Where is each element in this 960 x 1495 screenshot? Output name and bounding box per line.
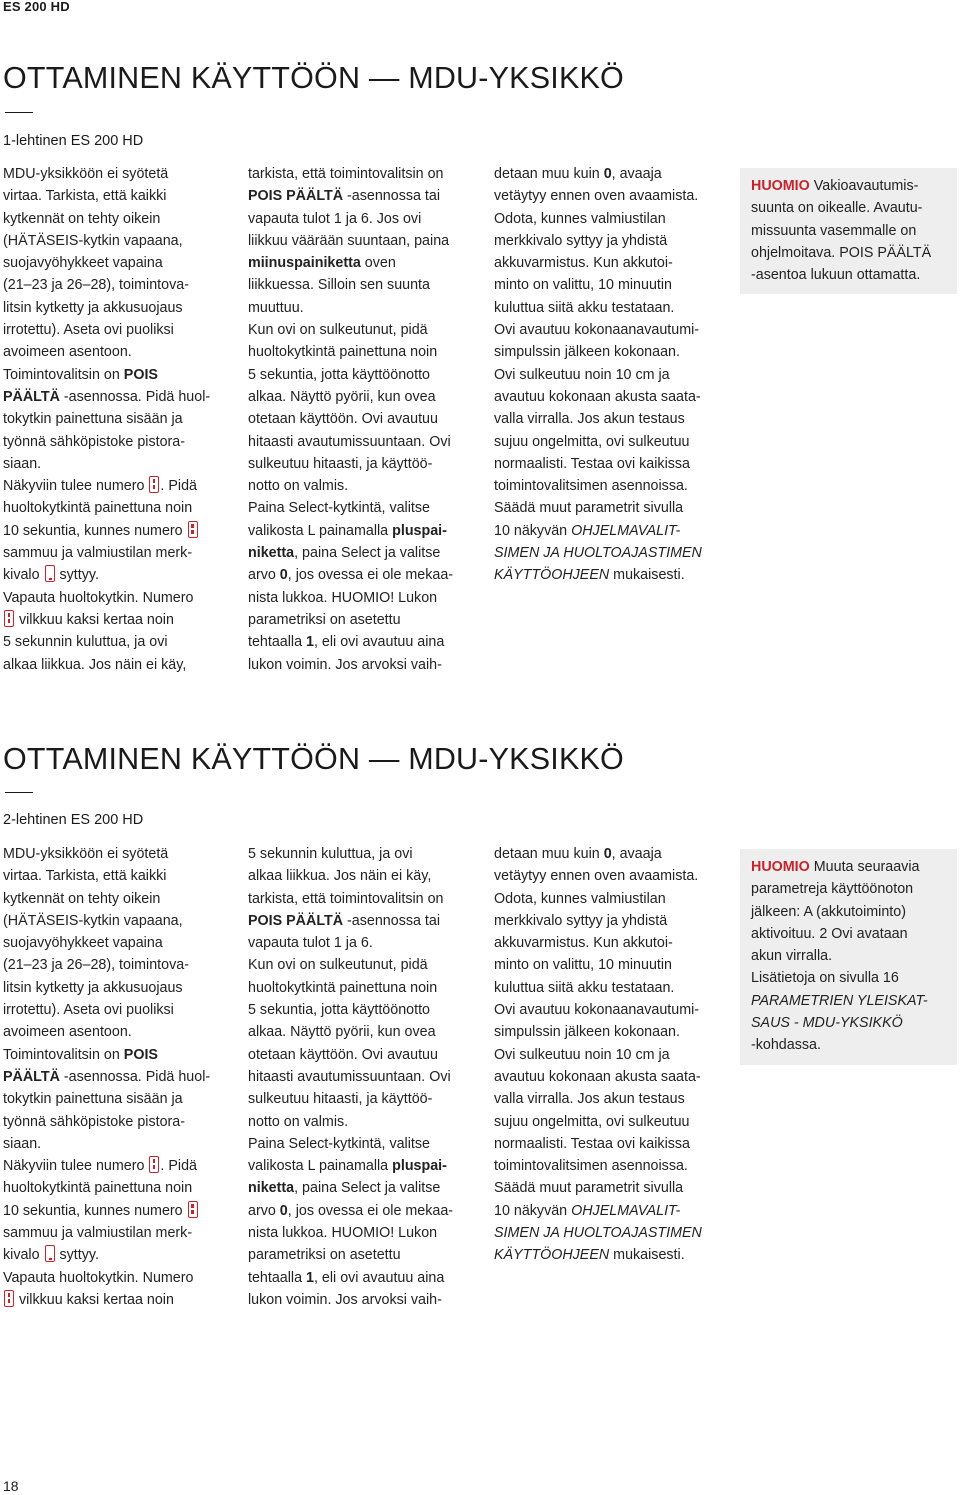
text-line: kytkennät on tehty oikein: [3, 890, 161, 907]
text-line: Paina Select-kytkintä, valitse: [248, 500, 430, 517]
text-column-1: [3, 163, 239, 676]
display-blank-icon: [45, 1245, 55, 1262]
text-line: hitaasti avautumissuuntaan. Ovi: [248, 1068, 451, 1085]
text-line: siaan.: [3, 455, 42, 472]
text-line: litsin kytketty ja akkusuojaus: [3, 979, 183, 996]
text-line: siaan.: [3, 1135, 42, 1152]
text-line: notto on valmis.: [248, 1113, 349, 1130]
text-column-2: [248, 843, 484, 1311]
note-line: akun virralla.: [751, 948, 833, 965]
text-line: 5 sekunnin kuluttua, ja ovi: [248, 846, 413, 862]
text-line: Vapauta huoltokytkin. Numero: [3, 589, 194, 606]
text-line: Ovi avautuu kokonaanavautumi-: [494, 1002, 700, 1019]
text-line: otetaan käyttöön. Ovi avautuu: [248, 411, 438, 428]
note-line: PARAMETRIEN YLEISKAT-: [751, 992, 928, 1009]
text-line: sammuu ja valmiustilan merk-: [3, 545, 193, 562]
display-8-icon: [149, 476, 159, 493]
text-line: työnnä sähköpistoke pistora-: [3, 433, 185, 450]
text-line: Näkyviin tulee numero . Pidä: [3, 478, 197, 495]
text-line: huoltokytkintä painettuna noin: [248, 344, 438, 361]
text-line: KÄYTTÖOHJEEN mukaisesti.: [494, 1247, 685, 1264]
text-line: Odota, kunnes valmiustilan: [494, 210, 666, 227]
text-line: kivalo syttyy.: [3, 1247, 99, 1264]
text-line: Vapauta huoltokytkin. Numero: [3, 1269, 194, 1286]
note-label: HUOMIO: [751, 178, 810, 194]
note-line: HUOMIO Muuta seuraavia: [751, 859, 920, 875]
text-line: arvo 0, jos ovessa ei ole mekaa-: [248, 1202, 454, 1219]
text-line: MDU-yksikköön ei syötetä: [3, 846, 169, 862]
text-line: 5 sekunnin kuluttua, ja ovi: [3, 634, 168, 651]
display-blank-icon: [45, 565, 55, 582]
text-column-2: [248, 163, 484, 676]
text-line: akkuvarmistus. Kun akkutoi-: [494, 255, 673, 272]
text-line: tokytkin painettuna sisään ja: [3, 411, 183, 428]
text-line: tehtaalla 1, eli ovi avautuu aina: [248, 634, 445, 651]
note-line: ohjelmoitava. POIS PÄÄLTÄ: [751, 244, 932, 261]
text-line: lukon voimin. Jos arvoksi vaih-: [248, 656, 442, 673]
display-8-icon: [188, 1201, 198, 1218]
text-line: työnnä sähköpistoke pistora-: [3, 1113, 185, 1130]
text-line: huoltokytkintä painettuna noin: [3, 1180, 193, 1197]
text-line: sujuu ongelmitta, ovi sulkeutuu: [494, 1113, 690, 1130]
note-line: -asentoa lukuun ottamatta.: [751, 267, 921, 284]
note-line: Lisätietoja on sivulla 16: [751, 970, 899, 987]
text-line: POIS PÄÄLTÄ -asennossa tai: [248, 912, 441, 929]
text-line: Paina Select-kytkintä, valitse: [248, 1135, 430, 1152]
text-line: 10 sekuntia, kunnes numero: [3, 520, 239, 542]
note-line: missuunta vasemmalle on: [751, 222, 917, 239]
text-line: alkaa. Näyttö pyörii, kun ovea: [248, 388, 436, 405]
text-line: kuluttua siitä akku testataan.: [494, 979, 675, 996]
text-line: suojavyöhykkeet vapaina: [3, 255, 163, 272]
text-line: PÄÄLTÄ -asennossa. Pidä huol-: [3, 1068, 211, 1085]
text-line: kytkennät on tehty oikein: [3, 210, 161, 227]
text-line: (HÄTÄSEIS-kytkin vapaana,: [3, 232, 183, 249]
text-line: (HÄTÄSEIS-kytkin vapaana,: [3, 912, 183, 929]
text-line: nista lukkoa. HUOMIO! Lukon: [248, 589, 438, 606]
display-8-icon: [4, 610, 14, 627]
text-line: POIS PÄÄLTÄ -asennossa tai: [248, 188, 441, 205]
text-line: (21–23 ja 26–28), toimintova-: [3, 277, 189, 294]
note-line: aktivoituu. 2 Ovi avataan: [751, 925, 908, 942]
text-line: vetäytyy ennen oven avaamista.: [494, 188, 699, 205]
text-line: otetaan käyttöön. Ovi avautuu: [248, 1046, 438, 1063]
text-line: suojavyöhykkeet vapaina: [3, 935, 163, 952]
text-line: PÄÄLTÄ -asennossa. Pidä huol-: [3, 388, 211, 405]
text-line: Kun ovi on sulkeutunut, pidä: [248, 957, 428, 974]
text-line: litsin kytketty ja akkusuojaus: [3, 299, 183, 316]
text-line: notto on valmis.: [248, 478, 349, 495]
text-line: huoltokytkintä painettuna noin: [3, 500, 193, 517]
text-line: vilkkuu kaksi kertaa noin: [3, 1289, 239, 1311]
text-line: liikkuu väärään suuntaan, paina: [248, 232, 450, 249]
text-line: Toimintovalitsin on POIS: [3, 366, 158, 383]
text-line: tehtaalla 1, eli ovi avautuu aina: [248, 1269, 445, 1286]
text-line: miinuspainiketta oven: [248, 255, 396, 272]
text-line: valikosta L painamalla pluspai-: [248, 1158, 447, 1175]
text-line: vapauta tulot 1 ja 6. Jos ovi: [248, 210, 422, 227]
text-line: kivalo syttyy.: [3, 567, 99, 584]
text-line: sujuu ongelmitta, ovi sulkeutuu: [494, 433, 690, 450]
text-line: simpulssin jälkeen kokonaan.: [494, 344, 680, 361]
display-8-icon: [188, 521, 198, 538]
note-box: [740, 849, 957, 1065]
text-line: tokytkin painettuna sisään ja: [3, 1091, 183, 1108]
text-line: irrotettu). Aseta ovi puoliksi: [3, 1002, 174, 1019]
text-line: Ovi sulkeutuu noin 10 cm ja: [494, 1046, 670, 1063]
text-line: minto on valittu, 10 minuutin: [494, 277, 673, 294]
text-line: kuluttua siitä akku testataan.: [494, 299, 675, 316]
text-line: alkaa liikkua. Jos näin ei käy,: [248, 868, 432, 885]
text-line: alkaa. Näyttö pyörii, kun ovea: [248, 1024, 436, 1041]
text-line: normaalisti. Testaa ovi kaikissa: [494, 455, 691, 472]
text-line: vetäytyy ennen oven avaamista.: [494, 868, 699, 885]
text-line: 5 sekuntia, jotta käyttöönotto: [248, 1002, 431, 1019]
text-line: simpulssin jälkeen kokonaan.: [494, 1024, 680, 1041]
text-line: avautuu kokonaan akusta saata-: [494, 388, 701, 405]
text-line: irrotettu). Aseta ovi puoliksi: [3, 322, 174, 339]
text-line: Kun ovi on sulkeutunut, pidä: [248, 322, 428, 339]
text-line: avoimeen asentoon.: [3, 1024, 132, 1041]
text-line: alkaa liikkua. Jos näin ei käy,: [3, 656, 187, 673]
note-line: HUOMIO Vakioavautumis-: [751, 178, 919, 194]
text-column-3: [494, 843, 730, 1267]
text-line: muuttuu.: [248, 299, 304, 316]
text-line: valla virralla. Jos akun testaus: [494, 1091, 685, 1108]
note-box: [740, 168, 957, 294]
text-line: tarkista, että toimintovalitsin on: [248, 890, 444, 907]
text-line: arvo 0, jos ovessa ei ole mekaa-: [248, 567, 454, 584]
text-line: avoimeen asentoon.: [3, 344, 132, 361]
text-line: huoltokytkintä painettuna noin: [248, 979, 438, 996]
note-line: suunta on oikealle. Avautu-: [751, 200, 923, 217]
text-line: vapauta tulot 1 ja 6.: [248, 935, 373, 952]
text-line: KÄYTTÖOHJEEN mukaisesti.: [494, 567, 685, 584]
text-line: detaan muu kuin 0, avaaja: [494, 846, 662, 862]
section-subtitle: 1-lehtinen ES 200 HD: [3, 133, 144, 149]
text-column-3: [494, 163, 730, 587]
title-rule: [5, 112, 33, 113]
note-line: parametreja käyttöönoton: [751, 881, 914, 898]
text-line: MDU-yksikköön ei syötetä: [3, 166, 169, 182]
text-line: Odota, kunnes valmiustilan: [494, 890, 666, 907]
text-line: Ovi avautuu kokonaanavautumi-: [494, 322, 700, 339]
text-line: Toimintovalitsin on POIS: [3, 1046, 158, 1063]
text-line: virtaa. Tarkista, että kaikki: [3, 188, 167, 205]
text-line: toimintovalitsimen asennoissa.: [494, 1158, 688, 1175]
text-line: lukon voimin. Jos arvoksi vaih-: [248, 1291, 442, 1308]
section-title: OTTAMINEN KÄYTTÖÖN — MDU-YKSIKKÖ: [3, 742, 624, 776]
display-8-icon: [149, 1156, 159, 1173]
title-rule: [5, 792, 33, 793]
note-line: jälkeen: A (akkutoiminto): [751, 903, 906, 920]
note-label: HUOMIO: [751, 859, 810, 875]
display-8-icon: [4, 1290, 14, 1307]
text-line: niketta, paina Select ja valitse: [248, 1180, 441, 1197]
text-line: 10 sekuntia, kunnes numero: [3, 1200, 239, 1222]
section-subtitle: 2-lehtinen ES 200 HD: [3, 812, 144, 828]
document-header: ES 200 HD: [3, 0, 70, 14]
text-line: sulkeutuu hitaasti, ja käyttöö-: [248, 455, 433, 472]
text-line: parametriksi on asetettu: [248, 1247, 401, 1264]
text-line: minto on valittu, 10 minuutin: [494, 957, 673, 974]
text-line: toimintovalitsimen asennoissa.: [494, 478, 688, 495]
text-line: 10 näkyvän OHJELMAVALIT-: [494, 522, 681, 539]
text-line: niketta, paina Select ja valitse: [248, 545, 441, 562]
text-line: merkkivalo syttyy ja yhdistä: [494, 232, 668, 249]
text-line: 10 näkyvän OHJELMAVALIT-: [494, 1202, 681, 1219]
section-title: OTTAMINEN KÄYTTÖÖN — MDU-YKSIKKÖ: [3, 61, 624, 95]
text-line: parametriksi on asetettu: [248, 611, 401, 628]
text-line: detaan muu kuin 0, avaaja: [494, 166, 662, 182]
text-line: sulkeutuu hitaasti, ja käyttöö-: [248, 1091, 433, 1108]
text-line: SIMEN JA HUOLTOAJASTIMEN: [494, 545, 702, 562]
text-line: tarkista, että toimintovalitsin on: [248, 166, 444, 182]
text-line: avautuu kokonaan akusta saata-: [494, 1068, 701, 1085]
note-line: SAUS - MDU-YKSIKKÖ: [751, 1015, 903, 1032]
text-line: Ovi sulkeutuu noin 10 cm ja: [494, 366, 670, 383]
text-line: normaalisti. Testaa ovi kaikissa: [494, 1135, 691, 1152]
text-line: virtaa. Tarkista, että kaikki: [3, 868, 167, 885]
text-line: akkuvarmistus. Kun akkutoi-: [494, 935, 673, 952]
text-line: liikkuessa. Silloin sen suunta: [248, 277, 430, 294]
text-line: merkkivalo syttyy ja yhdistä: [494, 912, 668, 929]
text-line: Näkyviin tulee numero . Pidä: [3, 1158, 197, 1175]
text-line: Säädä muut parametrit sivulla: [494, 500, 684, 517]
text-line: (21–23 ja 26–28), toimintova-: [3, 957, 189, 974]
text-line: valla virralla. Jos akun testaus: [494, 411, 685, 428]
page-number: 18: [3, 1478, 19, 1494]
text-line: sammuu ja valmiustilan merk-: [3, 1225, 193, 1242]
text-column-1: [3, 843, 239, 1311]
text-line: nista lukkoa. HUOMIO! Lukon: [248, 1225, 438, 1242]
note-line: -kohdassa.: [751, 1037, 821, 1054]
text-line: Säädä muut parametrit sivulla: [494, 1180, 684, 1197]
text-line: vilkkuu kaksi kertaa noin: [3, 609, 239, 631]
text-line: SIMEN JA HUOLTOAJASTIMEN: [494, 1225, 702, 1242]
text-line: hitaasti avautumissuuntaan. Ovi: [248, 433, 451, 450]
text-line: 5 sekuntia, jotta käyttöönotto: [248, 366, 431, 383]
text-line: valikosta L painamalla pluspai-: [248, 522, 447, 539]
